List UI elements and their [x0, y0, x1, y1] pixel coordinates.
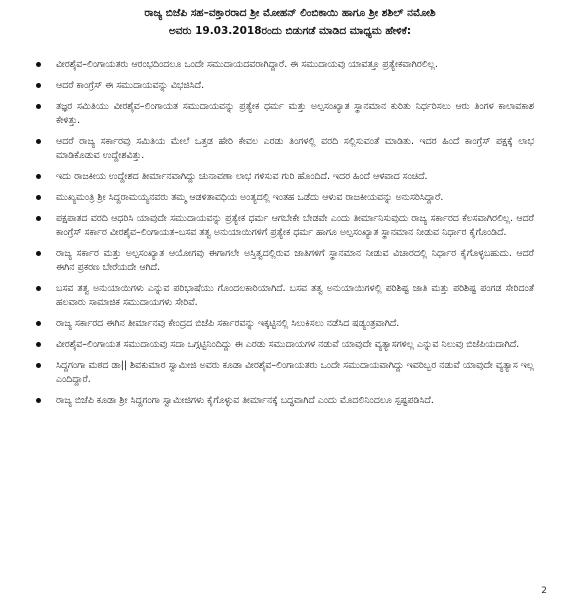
- bullet-text: ರಾಜ್ಯ ಬಿಜೆಪಿ ಕೂಡಾ ಶ್ರೀ ಸಿದ್ದಗಂಗಾ ಸ್ವಾಮೀಜಿಗಳು ಕೈಗೊಳ್ಳುವ ತೀರ್ಮಾನಕ್ಕೆ ಬದ್ಧವಾಗಿದೆ ಎಂದು ಮೊದಲಿನಿಂದಲೂ ಸ್ಪಷ್ಟಪಡಿಸಿದೆ.: [56, 395, 434, 406]
- bullet-text: ಬಸವ ತತ್ವ ಅನುಯಾಯಿಗಳು ಎನ್ನುವ ಪರಿಭಾಷೆಯು ಗೊಂದಲಕಾರಿಯಾಗಿದೆ. ಬಸವ ತತ್ವ ಅನುಯಾಯಿಗಳಲ್ಲಿ ಪರಿಶಿಷ್ಟ ಜಾತಿ ಮತ್ತು ಪರಿಶಿಷ್ಟ ಪಂಗಡ ಸೇರಿದಂತೆ ಹಲವಾರು ಸಾಮಾಜಿಕ ಸಮುದಾಯಗಳು ಸೇರಿವೆ.: [56, 283, 534, 308]
- bullet-item: [34, 135, 534, 163]
- bullet-list: [34, 58, 534, 415]
- bullet-icon: [36, 62, 41, 67]
- bullet-text: ರಾಜ್ಯ ಸರ್ಕಾರದ ಈಗಿನ ತೀರ್ಮಾನವು ಕೇಂದ್ರದ ಬಿಜೆಪಿ ಸರ್ಕಾರವನ್ನು ಇಕ್ಕಟ್ಟಿನಲ್ಲಿ ಸಿಲುಕಿಸಲು ನಡೆಸಿದ ಷಡ್ಯಂತ್ರವಾಗಿದೆ.: [56, 318, 400, 329]
- bullet-text: ವೀರಶೈವ–ಲಿಂಗಾಯತರು ಆರಂಭದಿಂದಲೂ ಒಂದೇ ಸಮುದಾಯದವರಾಗಿದ್ದಾರೆ. ಈ ಸಮುದಾಯವು ಯಾವತ್ತೂ ಪ್ರತ್ಯೇಕವಾಗಿರಲಿಲ್ಲ.: [56, 59, 438, 70]
- bullet-text: ಪಕ್ಷಪಾತದ ವರದಿ ಆಧರಿಸಿ ಯಾವುದೇ ಸಮುದಾಯವನ್ನು ಪ್ರತ್ಯೇಕ ಧರ್ಮ ಆಗಬೇಕೇ ಬೇಡವೇ ಎಂದು ತೀರ್ಮಾನಿಸುವುದು ರಾಜ್ಯ ಸರ್ಕಾರದ ಕೆಲಸವಾಗಿರಲಿಲ್ಲ. ಆದರೆ ಕಾಂಗ್ರೆಸ್ ಸರ್ಕಾರ ವೀರಶೈವ–ಲಿಂಗಾಯತ–ಬಸವ ತತ್ವ ಅನುಯಾಯಿಗಳಿಗೆ ಪ್ರತ್ಯೇಕ ಧರ್ಮ ಹಾಗೂ ಅಲ್ಪಸಂಖ್ಯಾತ ಸ್ಥಾನಮಾನ ನೀಡುವ ನಿರ್ಧಾರ ಕೈಗೊಂಡಿದೆ.: [56, 213, 534, 238]
- bullet-item: [34, 79, 534, 93]
- bullet-text: ಆದರೆ ರಾಜ್ಯ ಸರ್ಕಾರವು ಸಮಿತಿಯ ಮೇಲೆ ಒತ್ತಡ ಹೇರಿ ಕೇವಲ ಎರಡು ತಿಂಗಳಲ್ಲಿ ವರದಿ ಸಲ್ಲಿಸುವಂತೆ ಮಾಡಿತು. ಇದರ ಹಿಂದೆ ಕಾಂಗ್ರೆಸ್ ಪಕ್ಷಕ್ಕೆ ಲಾಭ ಮಾಡಿಕೊಡುವ ಉದ್ದೇಶವಿತ್ತು.: [56, 136, 534, 161]
- bullet-icon: [36, 104, 41, 109]
- bullet-item: [34, 191, 534, 205]
- bullet-text: ಸಿದ್ದಗಂಗಾ ಮಠದ ಡಾ|| ಶಿವಕುಮಾರ ಸ್ವಾಮೀಜಿ ಅವರು ಕೂಡಾ ವೀರಶೈವ–ಲಿಂಗಾಯತರು ಒಂದೇ ಸಮುದಾಯವಾಗಿದ್ದು ಇವರಿಬ್ಬರ ನಡುವೆ ಯಾವುದೇ ವ್ಯತ್ಯಾಸ ಇಲ್ಲ ಎಂದಿದ್ದಾರೆ.: [56, 360, 534, 385]
- bullet-text: ತಜ್ಞರ ಸಮಿತಿಯು ವೀರಶೈವ–ಲಿಂಗಾಯತ ಸಮುದಾಯವನ್ನು ಪ್ರತ್ಯೇಕ ಧರ್ಮ ಮತ್ತು ಅಲ್ಪಸಂಖ್ಯಾತ ಸ್ಥಾನಮಾನ ಕುರಿತು ನಿರ್ಧರಿಸಲು ಆರು ತಿಂಗಳ ಕಾಲಾವಕಾಶ ಕೇಳಿತ್ತು.: [56, 101, 534, 126]
- bullet-icon: [36, 139, 41, 144]
- bullet-item: [34, 359, 534, 387]
- bullet-item: [34, 317, 534, 331]
- bullet-icon: [36, 216, 41, 221]
- bullet-text: ಇದು ರಾಜಕೀಯ ಉದ್ದೇಶದ ತೀರ್ಮಾನವಾಗಿದ್ದು ಚುನಾವಣಾ ಲಾಭ ಗಳಿಸುವ ಗುರಿ ಹೊಂದಿದೆ. ಇದರ ಹಿಂದೆ ಆಳವಾದ ಸಂಚಿದೆ.: [56, 171, 428, 182]
- bullet-item: [34, 100, 534, 128]
- bullet-text: ಮುಖ್ಯಮಂತ್ರಿ ಶ್ರೀ ಸಿದ್ದರಾಮಯ್ಯನವರು ತಮ್ಮ ಆಡಳಿತಾವಧಿಯ ಅಂತ್ಯದಲ್ಲಿ ಇಂತಹ ಒಡೆದು ಆಳುವ ರಾಜಕೀಯವನ್ನು ಅನುಸರಿಸಿದ್ದಾರೆ.: [56, 192, 444, 203]
- bullet-icon: [36, 195, 41, 200]
- bullet-icon: [36, 286, 41, 291]
- bullet-item: [34, 338, 534, 352]
- bullet-text: ಆದರೆ ಕಾಂಗ್ರೆಸ್ ಈ ಸಮುದಾಯವನ್ನು ವಿಭಜಿಸಿದೆ.: [56, 80, 205, 91]
- bullet-icon: [36, 398, 41, 403]
- page-number: 2: [541, 586, 547, 596]
- bullet-icon: [36, 321, 41, 326]
- header-line-2: ಅವರು 19.03.2018ರಂದು ಬಿಡುಗಡೆ ಮಾಡಿದ ಮಾಧ್ಯಮ ಹೇಳಿಕೆ:: [168, 25, 412, 37]
- header-line-1: ರಾಜ್ಯ ಬಿಜೆಪಿ ಸಹ–ವಕ್ತಾರರಾದ ಶ್ರೀ ಮೋಹನ್ ಲಿಂಬಿಕಾಯಿ ಹಾಗೂ ಶ್ರೀ ಶಶಿಲ್ ನಮೋಶಿ: [144, 7, 436, 19]
- bullet-icon: [36, 83, 41, 88]
- bullet-text: ವೀರಶೈವ–ಲಿಂಗಾಯತ ಸಮುದಾಯವು ಸದಾ ಒಗ್ಗಟ್ಟಿನಿಂದಿದ್ದು ಈ ಎರಡು ಸಮುದಾಯಗಳ ನಡುವೆ ಯಾವುದೇ ವ್ಯತ್ಯಾಸಗಳಿಲ್ಲ ಎನ್ನುವ ನಿಲುವು ಬಿಜೆಪಿಯದಾಗಿದೆ.: [56, 339, 520, 350]
- bullet-icon: [36, 251, 41, 256]
- bullet-text: ರಾಜ್ಯ ಸರ್ಕಾರ ಮತ್ತು ಅಲ್ಪಸಂಖ್ಯಾತ ಆಯೋಗವು ಈಗಾಗಲೇ ಅಸ್ತಿತ್ವದಲ್ಲಿರುವ ಜಾತಿಗಳಿಗೆ ಸ್ಥಾನಮಾನ ನೀಡುವ ವಿಚಾರದಲ್ಲಿ ನಿರ್ಧಾರ ಕೈಗೊಳ್ಳಬಹುದು. ಆದರೆ ಈಗಿನ ಪ್ರಕರಣ ಬೇರೆಯದೇ ಆಗಿದೆ.: [56, 248, 534, 273]
- bullet-icon: [36, 363, 41, 368]
- bullet-item: [34, 170, 534, 184]
- bullet-item: [34, 282, 534, 310]
- bullet-item: [34, 394, 534, 408]
- bullet-icon: [36, 342, 41, 347]
- bullet-item: [34, 58, 534, 72]
- press-release-header: [40, 4, 540, 40]
- bullet-item: [34, 247, 534, 275]
- bullet-icon: [36, 174, 41, 179]
- bullet-item: [34, 212, 534, 240]
